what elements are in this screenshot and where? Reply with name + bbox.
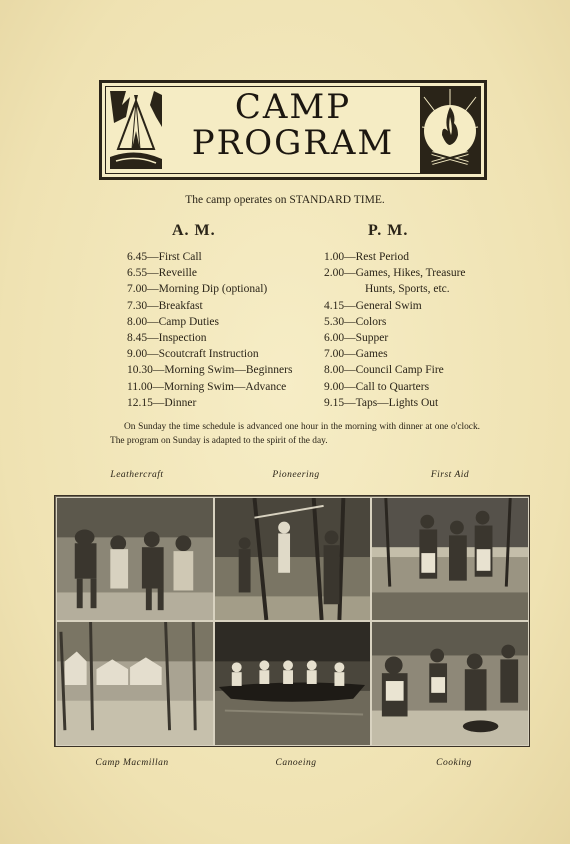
caption-camp-macmillan: Camp Macmillan <box>95 758 169 768</box>
caption-canoeing: Canoeing <box>275 758 317 768</box>
am-schedule <box>127 249 292 411</box>
schedule-item: 6.55—Reveille <box>127 267 197 280</box>
schedule-item: 8.00—Camp Duties <box>127 315 219 328</box>
schedule-item: 6.00—Supper <box>324 332 389 345</box>
photo-first-aid <box>371 497 529 621</box>
schedule-item: 2.00—Games, Hikes, Treasure <box>324 267 466 280</box>
photo-leathercraft <box>56 497 214 621</box>
photo-grid <box>54 495 530 747</box>
schedule-item: 11.00—Morning Swim—Advance <box>127 380 287 393</box>
standard-time-note: The camp operates on STANDARD TIME. <box>185 194 385 206</box>
schedule-item: 5.30—Colors <box>324 315 387 328</box>
photo-camp-macmillan <box>56 621 214 746</box>
schedule-item: 1.00—Rest Period <box>324 251 409 263</box>
caption-leathercraft: Leathercraft <box>110 470 164 480</box>
schedule-item: 9.00—Call to Quarters <box>324 380 430 393</box>
caption-pioneering: Pioneering <box>272 470 320 480</box>
schedule-item: 8.45—Inspection <box>127 332 207 345</box>
am-heading: A. M. <box>172 222 216 239</box>
schedule-item: 4.15—General Swim <box>324 299 422 312</box>
schedule-item: 6.45—First Call <box>127 251 202 263</box>
photo-pioneering <box>214 497 371 621</box>
caption-cooking: Cooking <box>436 758 472 768</box>
schedule-item-continuation: Hunts, Sports, etc. <box>365 283 450 296</box>
schedule-item: 12.15—Dinner <box>127 396 197 409</box>
title-program: PROGRAM <box>191 123 395 163</box>
schedule-item: 9.00—Scoutcraft Instruction <box>127 348 259 361</box>
photo-canoeing <box>214 621 371 746</box>
header-frame <box>99 80 487 180</box>
pm-schedule <box>324 249 466 411</box>
photo-cooking <box>371 621 529 746</box>
pm-heading: P. M. <box>368 222 409 239</box>
schedule-item: 7.00—Games <box>324 348 388 361</box>
schedule-item: 8.00—Council Camp Fire <box>324 364 444 377</box>
campfire-icon <box>420 87 480 173</box>
schedule-item: 10.30—Morning Swim—Beginners <box>127 364 293 377</box>
schedule-item: 9.15—Taps—Lights Out <box>324 396 439 409</box>
caption-first-aid: First Aid <box>430 470 470 480</box>
title-camp: CAMP <box>234 87 352 127</box>
schedule-item: 7.30—Breakfast <box>127 299 203 312</box>
tent-icon <box>106 87 166 173</box>
sunday-note: On Sunday the time schedule is advanced one hour in the morning with dinner at one o'clock. The program on Sunday is adapted to the spirit of the day. <box>110 422 480 446</box>
schedule-item: 7.00—Morning Dip (optional) <box>127 283 268 296</box>
